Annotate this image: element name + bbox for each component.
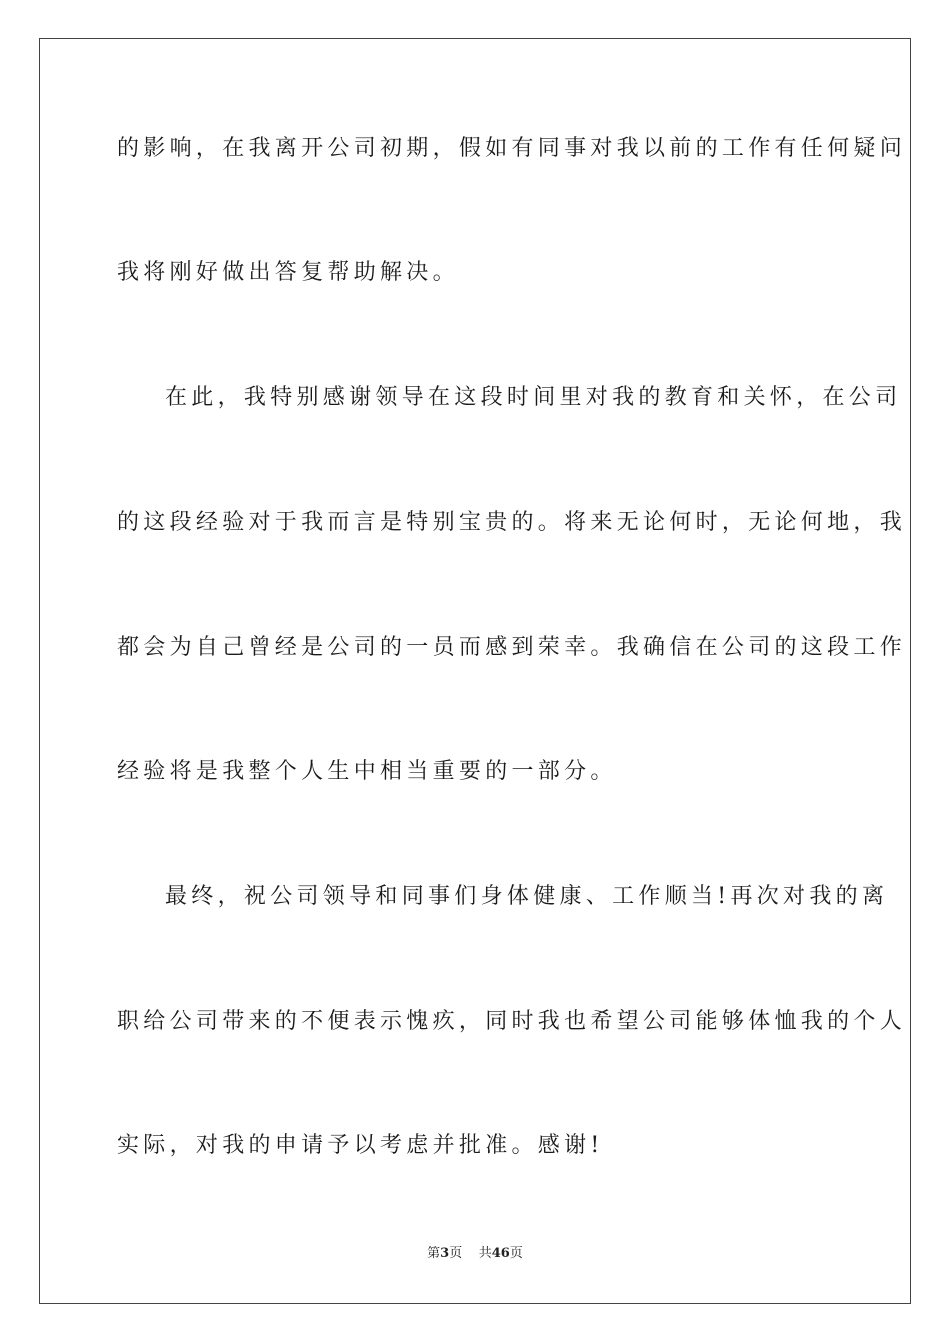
- page-footer: [0, 1245, 950, 1263]
- body-line-9: 实际，对我的申请予以考虑并批准。感谢!: [117, 1133, 604, 1158]
- body-line-4: 的这段经验对于我而言是特别宝贵的。将来无论何时，无论何地，我: [117, 510, 907, 535]
- body-line-2: 我将刚好做出答复帮助解决。: [117, 260, 459, 285]
- body-line-1: 的影响，在我离开公司初期，假如有同事对我以前的工作有任何疑问: [117, 136, 907, 161]
- body-line-7: 最终，祝公司领导和同事们身体健康、工作顺当!再次对我的离: [165, 884, 889, 909]
- page-suffix: 页: [449, 1246, 463, 1261]
- total-suffix: 页: [509, 1246, 523, 1261]
- total-pages: 46: [491, 1246, 510, 1261]
- body-line-5: 都会为自己曾经是公司的一员而感到荣幸。我确信在公司的这段工作: [117, 635, 907, 660]
- body-line-3: 在此，我特别感谢领导在这段时间里对我的教育和关怀，在公司: [165, 385, 902, 410]
- page-number: 3: [440, 1246, 450, 1261]
- page-prefix: 第: [427, 1246, 441, 1261]
- body-line-8: 职给公司带来的不便表示愧疚，同时我也希望公司能够体恤我的个人: [117, 1009, 907, 1034]
- body-line-6: 经验将是我整个人生中相当重要的一部分。: [117, 759, 617, 784]
- page-frame: [39, 38, 911, 1304]
- total-prefix: 共: [478, 1246, 492, 1261]
